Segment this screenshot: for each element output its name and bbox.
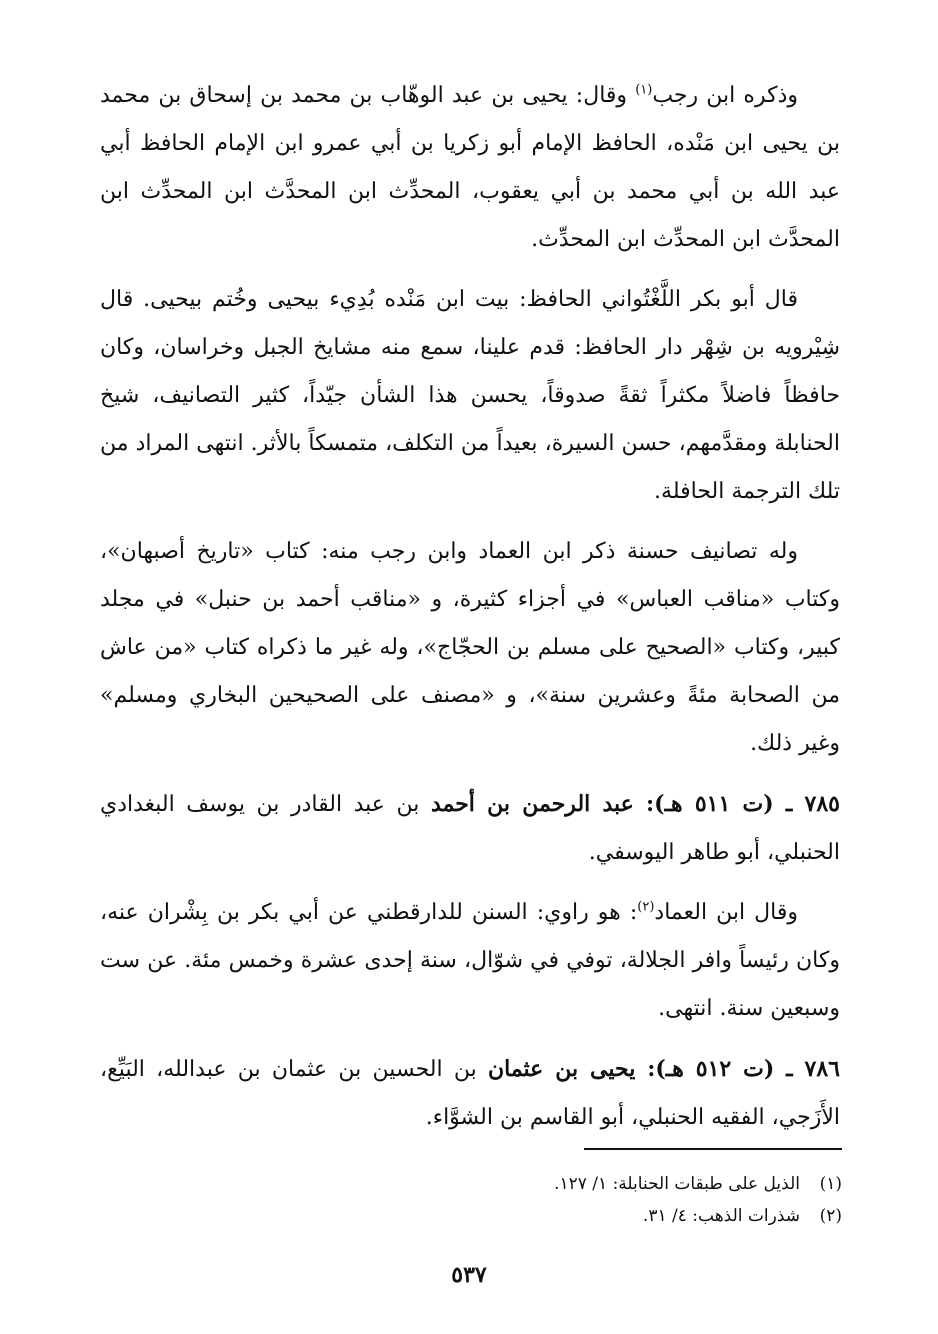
entry-786 [100,1045,840,1142]
footnote-marker: (٢) [819,1206,842,1226]
page-body [100,72,840,1142]
entry-text: بن عبد القادر بن يوسف البغدادي الحنبلي، أبو طاهر اليوسفي. [100,792,840,865]
paragraph-ibn-imad [100,889,840,1033]
footnotes [422,1168,842,1232]
footnote-text: الذيل على طبقات الحنابلة: ١/ ١٢٧. [554,1174,800,1194]
paragraph-text: : هو راوي: السنن للدارقطني عن أبي بكر بن بِشْران عنه، وكان رئيساً وافر الجلالة، توفي في شوّال، سنة إحدى عشرة وخمس مئة. عن ست وسبعين سنة. انتهى. [100,900,840,1021]
entry-name: عبد الرحمن بن أحمد [430,791,634,817]
footnote-text: شذرات الذهب: ٤/ ٣١. [642,1206,800,1226]
entry-name: يحيى بن عثمان [487,1056,636,1082]
footnote-marker: (١) [819,1174,842,1194]
footnote-divider [584,1148,842,1150]
paragraph-ibn-rajab [100,72,840,264]
footnote-2 [422,1200,842,1232]
paragraph-writings: وله تصانيف حسنة ذكر ابن العماد وابن رجب منه: كتاب «تاريخ أصبهان»، وكتاب «مناقب العباس» في أجزاء كثيرة، و «مناقب أحمد بن حنبل» في مجلد كبير، وكتاب «الصحيح على مسلم بن الحجّاج»، وله غير ما ذكراه كتاب «من عاش من الصحابة مئةً وعشرين سنة»، و «مصنف على الصحيحين البخاري ومسلم» وغير ذلك. [100,539,840,756]
entry-number: ٧٨٥ ـ (ت ٥١١ هـ): [633,791,840,817]
paragraph-lughtuwani: قال أبو بكر اللَّغْتُواني الحافظ: بيت ابن مَنْده بُدِيء بيحيى وخُتم بيحيى. قال شِيْرويه بن شِهْر دار الحافظ: قدم علينا، سمع منه مشايخ الجبل وخراسان، وكان حافظاً فاضلاً مكثراً ثقةً صدوقاً، يحسن هذا الشأن جيّداً، كثير التصانيف، شيخ الحنابلة ومقدَّمهم، حسن السيرة، بعيداً من التكلف، متمسكاً بالأثر. انتهى المراد من تلك الترجمة الحافلة. [100,287,840,504]
page-number: ٥٣٧ [451,1262,487,1288]
paragraph-text: وقال ابن العماد [654,900,799,925]
footnote-1 [422,1168,842,1200]
paragraph-text: وقال: يحيى بن عبد الوهّاب بن محمد بن إسحاق بن محمد بن يحيى ابن مَنْده، الحافظ الإمام أبو زكريا بن أبي عمرو ابن الإمام الحافظ أبي عبد الله بن أبي محمد بن أبي يعقوب، المحدِّث ابن المحدَّث ابن المحدِّث ابن المحدَّث ابن المحدِّث ابن المحدِّث. [100,83,840,252]
entry-number: ٧٨٦ ـ (ت ٥١٢ هـ): [635,1056,840,1082]
entry-785 [100,780,840,877]
footnote-ref-2: (٢) [637,899,655,915]
entry-text: بن الحسين بن عثمان بن عبدالله، البَيِّع، الأَزَجي، الفقيه الحنبلي، أبو القاسم بن الشوَّاء. [100,1057,840,1130]
footnote-ref-1: (١) [635,82,653,98]
paragraph-text: وذكره ابن رجب [652,83,798,108]
